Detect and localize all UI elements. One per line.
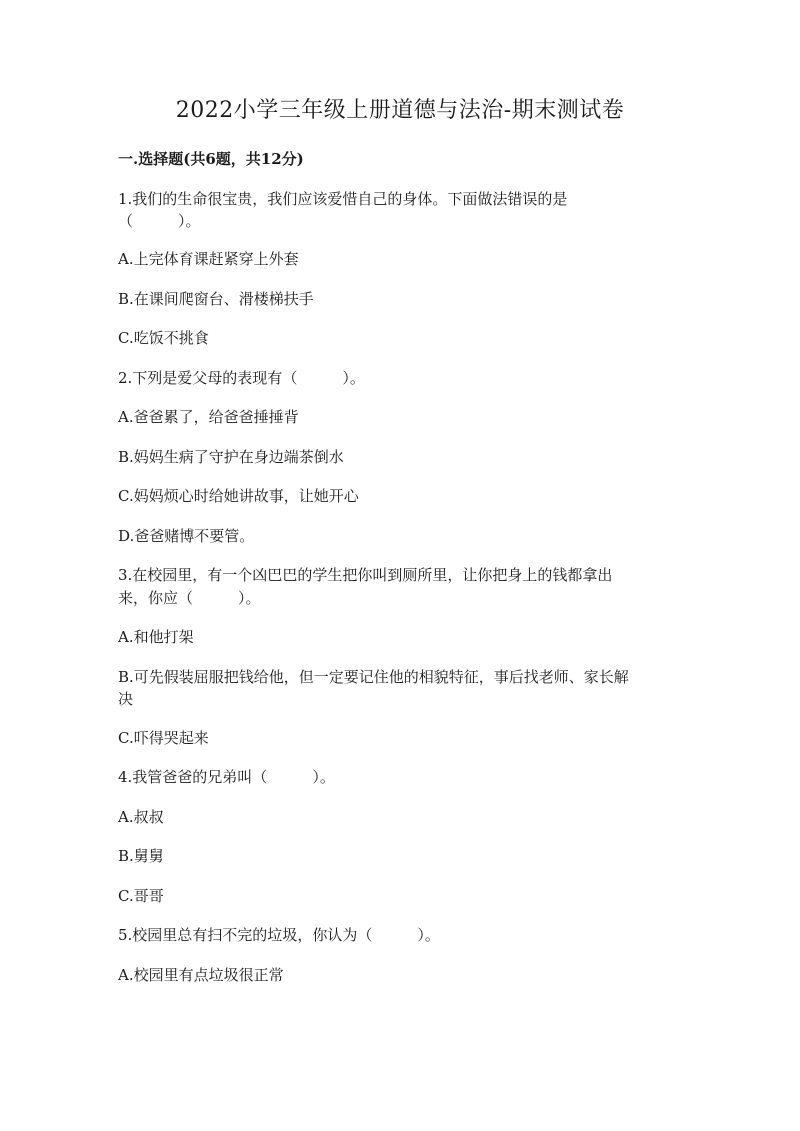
question-2-option-a: A.爸爸累了，给爸爸捶捶背 [118,408,299,426]
question-4-option-c: C.哥哥 [118,887,164,905]
question-5-option-a: A.校园里有点垃圾很正常 [118,966,284,984]
question-4-option-a: A.叔叔 [118,808,164,826]
question-2-option-d: D.爸爸赌博不要管。 [118,527,255,545]
question-4-stem: 4.我管爸爸的兄弟叫（ ）。 [118,768,335,786]
question-1-option-b: B.在课间爬窗台、滑楼梯扶手 [118,290,314,308]
question-4-option-b: B.舅舅 [118,847,164,865]
question-5-stem: 5.校园里总有扫不完的垃圾，你认为（ ）。 [118,926,440,944]
question-3-option-b-line-1: B.可先假装屈服把钱给他，但一定要记住他的相貌特征，事后找老师、家长解 [118,668,629,686]
page-title: 2022小学三年级上册道德与法治-期末测试卷 [175,98,625,123]
question-1-option-a: A.上完体育课赶紧穿上外套 [118,250,299,268]
question-2-option-b: B.妈妈生病了守护在身边端茶倒水 [118,448,344,466]
question-2-option-c: C.妈妈烦心时给她讲故事，让她开心 [118,487,359,505]
question-3-option-c: C.吓得哭起来 [118,729,209,747]
question-1-stem-line-2: （ ）。 [118,212,201,230]
question-1-stem-line-1: 1.我们的生命很宝贵，我们应该爱惜自己的身体。下面做法错误的是 [118,190,568,208]
question-3-stem-line-2: 来，你应（ ）。 [118,589,261,607]
question-3-option-b-line-2: 决 [118,690,134,708]
section-heading: 一.选择题(共6题，共12分) [118,150,304,168]
question-3-option-a: A.和他打架 [118,628,194,646]
question-2-stem: 2.下列是爱父母的表现有（ ）。 [118,369,365,387]
question-1-option-c: C.吃饭不挑食 [118,329,209,347]
question-3-stem-line-1: 3.在校园里，有一个凶巴巴的学生把你叫到厕所里，让你把身上的钱都拿出 [118,566,613,584]
